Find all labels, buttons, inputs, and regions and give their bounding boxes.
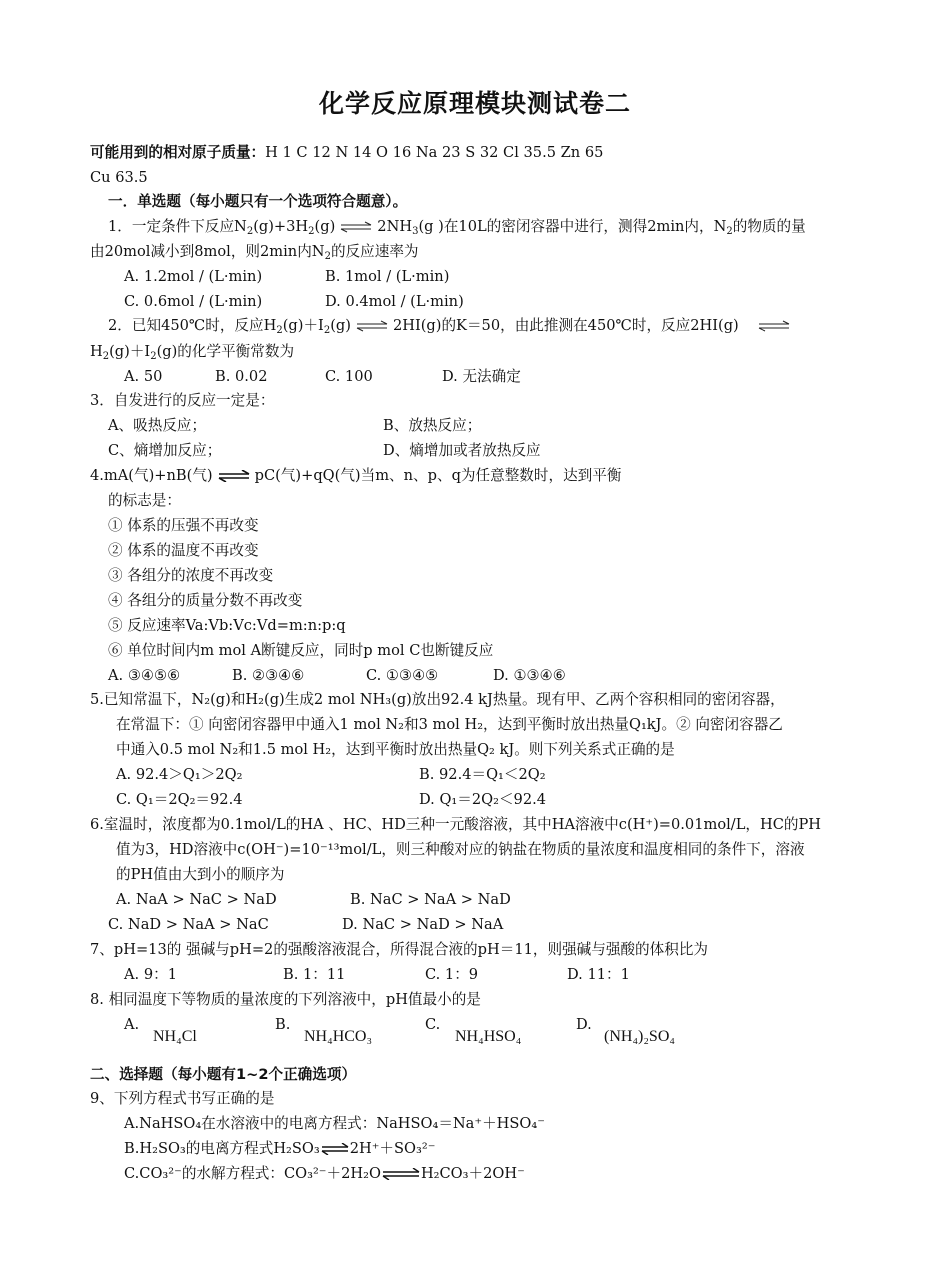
q2-option-b: B. 0.02 [215, 368, 268, 385]
q4-stem [90, 466, 621, 486]
equilibrium-arrow-icon [321, 1143, 349, 1155]
q2-stem: 2．已知450℃时，反应$H_2(g)+I_2(g)$ 2HI(g)的K＝50，由此推测在450℃时，反应2HI(g) [108, 316, 795, 341]
q6-option-b: B. NaC > NaA > NaD [350, 891, 511, 908]
q2-option-a: A. 50 [124, 368, 163, 385]
section-1-heading: 一．单选题（每小题只有一个选项符合题意）。 [108, 193, 408, 210]
q8-option-c-formula: NH₄HSO₄ [455, 1028, 522, 1045]
q8-option-a-formula: NH₄Cl [153, 1028, 197, 1045]
q2-text: (g)＋I [109, 343, 151, 360]
q4-item: ① 体系的压强不再改变 [108, 517, 259, 534]
equilibrium-arrow-icon [757, 320, 791, 332]
q1-option-b: B. 1mol / (L·min) [325, 268, 450, 285]
q2-stem-cont: $H_2(g)+I_2(g)$的化学平衡常数为 [90, 343, 295, 362]
q9-option-c [124, 1164, 525, 1184]
q6-option-a: A. NaA > NaC > NaD [116, 891, 277, 908]
q6-stem-cont: 值为3，HD溶液中c(OH⁻)=10⁻¹³mol/L，则三种酸对应的钠盐在物质的量浓度和温度相同的条件下，溶液 [116, 841, 805, 858]
q3-option-d: D、熵增加或者放热反应 [383, 442, 541, 459]
q1-option-c: C. 0.6mol / (L·min) [124, 293, 263, 310]
q4-item: ⑥ 单位时间内m mol A断键反应，同时p mol C也断键反应 [108, 642, 494, 659]
equilibrium-arrow-icon [339, 221, 373, 233]
q8-option-b-formula: NH₄HCO₃ [304, 1028, 373, 1045]
q2-option-c: C. 100 [325, 368, 373, 385]
q5-option-d: D. Q₁＝2Q₂＜92.4 [419, 791, 547, 808]
q4-text: 4.mA(气)+nB(气) [90, 467, 213, 484]
atomic-mass-line [90, 143, 603, 163]
q1-stem: 1．一定条件下反应$N_2(g)+3H_2(g)$ $2NH_3(g$ )在10L的密闭容器中进行，测得2min内，$N_2$的物质的量 [108, 218, 806, 237]
q5-stem-cont: 中通入0.5 mol N₂和1.5 mol H₂，达到平衡时放出热量Q₂ kJ。则下列关系式正确的是 [116, 741, 675, 758]
q9-option-b [124, 1139, 435, 1159]
q7-option-b: B. 1：11 [283, 966, 346, 983]
q3-option-c: C、熵增加反应； [108, 442, 222, 459]
q1-option-a: A. 1.2mol / (L·min) [124, 268, 263, 285]
q5-option-a: A. 92.4＞Q₁＞2Q₂ [116, 766, 243, 783]
section-2-heading: 二、选择题（每小题有1~2个正确选项） [90, 1066, 357, 1083]
q4-option-d: D. ①③④⑥ [493, 667, 566, 684]
q4-option-c: C. ①③④⑤ [366, 667, 439, 684]
q9-text: 2H⁺＋SO₃²⁻ [349, 1140, 436, 1157]
q1-text: (g)+3H [253, 218, 309, 235]
q6-stem: 6.室温时，浓度都为0.1mol/L的HA 、HC、HD三种一元酸溶液，其中HA溶液中c(H⁺)=0.01mol/L，HC的PH [90, 816, 822, 833]
q8-option-d-formula: (NH₄)₂SO₄ [604, 1028, 675, 1045]
atomic-mass-values-cont: Cu 63.5 [90, 169, 148, 186]
q4-option-a: A. ③④⑤⑥ [108, 667, 181, 684]
q1-text: (g) [314, 218, 336, 235]
q7-option-a: A. 9：1 [124, 966, 177, 983]
q9-stem: 9、下列方程式书写正确的是 [90, 1090, 275, 1107]
q8-option-a-letter: A. [124, 1016, 140, 1033]
q1-text: 2NH [377, 218, 413, 235]
q2-text: 2HI(g)的K＝50，由此推测在450℃时，反应2HI(g) [392, 317, 739, 334]
q4-option-b: B. ②③④⑥ [232, 667, 305, 684]
q3-option-a: A、吸热反应； [108, 417, 207, 434]
equilibrium-arrow-icon [355, 320, 389, 332]
equilibrium-arrow-icon [217, 470, 251, 482]
q4-item: ② 体系的温度不再改变 [108, 542, 259, 559]
q8-stem: 8. 相同温度下等物质的量浓度的下列溶液中，pH值最小的是 [90, 991, 481, 1008]
q8-option-d-letter: D. [576, 1016, 592, 1033]
q1-stem-cont: 由20mol减小到8mol，则2min内$N_2$的反应速率为 [90, 243, 419, 262]
page-title: 化学反应原理模块测试卷二 [318, 89, 631, 118]
q5-stem: 5.已知常温下，N₂(g)和H₂(g)生成2 mol NH₃(g)放出92.4 kJ热量。现有甲、乙两个容积相同的密闭容器， [90, 691, 785, 708]
q7-option-c: C. 1：9 [425, 966, 479, 983]
q8-option-c-letter: C. [425, 1016, 441, 1033]
q4-text: pC(气)+qQ(气)当m、n、p、q为任意整数时，达到平衡 [254, 467, 622, 484]
q4-stem-cont: 的标志是： [108, 492, 181, 509]
q5-option-c: C. Q₁＝2Q₂＝92.4 [116, 791, 243, 808]
q1-text: (g )在10L的密闭容器中进行，测得2min内，N [418, 218, 727, 235]
q9-option-a: A.NaHSO₄在水溶液中的电离方程式：NaHSO₄＝Na⁺＋HSO₄⁻ [124, 1115, 545, 1132]
q2-text: 2．已知450℃时，反应H [108, 317, 277, 334]
q2-text: (g)的化学平衡常数为 [156, 343, 295, 360]
q4-item: ③ 各组分的浓度不再改变 [108, 567, 274, 584]
q5-stem-cont: 在常温下：① 向密闭容器甲中通入1 mol N₂和3 mol H₂，达到平衡时放出热量Q₁kJ。② 向密闭容器乙 [116, 716, 783, 733]
q2-text: H [90, 343, 103, 360]
q7-stem: 7、pH=13的 强碱与pH=2的强酸溶液混合，所得混合液的pH＝11，则强碱与强酸的体积比为 [90, 941, 709, 958]
q2-text: (g) [330, 317, 351, 334]
q5-option-b: B. 92.4＝Q₁＜2Q₂ [419, 766, 546, 783]
q3-option-b: B、放热反应； [383, 417, 482, 434]
q2-option-d: D. 无法确定 [442, 368, 521, 385]
atomic-mass-label: 可能用到的相对原子质量： [90, 144, 266, 161]
q1-text: 的反应速率为 [330, 243, 419, 260]
equilibrium-arrow-icon [382, 1168, 420, 1180]
q1-text: 的物质的量 [732, 218, 806, 235]
atomic-mass-values: H 1 C 12 N 14 O 16 Na 23 S 32 Cl 35.5 Zn 65 [265, 144, 604, 161]
q6-stem-cont: 的PH值由大到小的顺序为 [116, 866, 285, 883]
q6-option-d: D. NaC > NaD > NaA [342, 916, 504, 933]
q4-item: ⑤ 反应速率Va:Vb:Vc:Vd=m:n:p:q [108, 617, 346, 634]
q9-text: C.CO₃²⁻的水解方程式：CO₃²⁻＋2H₂O [124, 1165, 381, 1182]
q4-item: ④ 各组分的质量分数不再改变 [108, 592, 303, 609]
q9-text: H₂CO₃＋2OH⁻ [420, 1165, 525, 1182]
q1-option-d: D. 0.4mol / (L·min) [325, 293, 464, 310]
q2-text: (g)＋I [282, 317, 324, 334]
q9-text: B.H₂SO₃的电离方程式H₂SO₃ [124, 1140, 320, 1157]
q8-option-b-letter: B. [275, 1016, 291, 1033]
q7-option-d: D. 11：1 [567, 966, 630, 983]
q1-text: 由20mol减小到8mol，则2min内N [90, 243, 325, 260]
q6-option-c: C. NaD > NaA > NaC [108, 916, 269, 933]
q1-text: 1．一定条件下反应N [108, 218, 247, 235]
q3-stem: 3．自发进行的反应一定是： [90, 392, 275, 409]
